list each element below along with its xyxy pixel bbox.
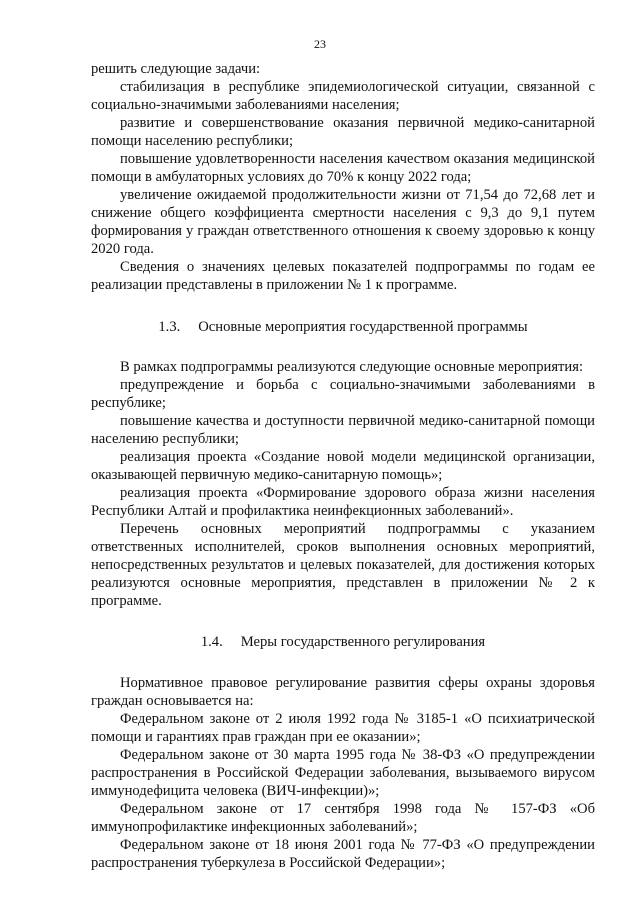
paragraph: Федеральном законе от 17 сентября 1998 года № 157-ФЗ «Об иммунопрофилактике инфекционных заболеваний»; [91, 801, 595, 835]
section-number: 1.3. [158, 319, 181, 335]
section-number: 1.4. [200, 634, 223, 650]
page-number: 23 [314, 37, 326, 51]
paragraph: Сведения о значениях целевых показателей подпрограммы по годам ее реализации представлены в приложении № 1 к программе. [91, 259, 595, 293]
paragraph: решить следующие задачи: [91, 61, 261, 77]
paragraph: Перечень основных мероприятий подпрограммы с указанием ответственных исполнителей, сроков выполнения основных мероприятий, непосредственных результатов и целевых показателей, для достижения которых реализуются основные мероприятия, представлен в приложении № 2 к программе. [91, 521, 595, 609]
paragraph: предупреждение и борьба с социально-значимыми заболеваниями в республике; [91, 377, 595, 411]
section-title: Основные мероприятия государственной программы [198, 319, 528, 335]
paragraph: Федеральном законе от 30 марта 1995 года № 38-ФЗ «О предупреждении распространения в Российской Федерации заболевания, вызываемого вирусом иммунодефицита человека (ВИЧ-инфекции)»; [91, 747, 595, 799]
paragraph: реализация проекта «Формирование здорового образа жизни населения Республики Алтай и профилактика неинфекционных заболеваний». [91, 485, 595, 519]
paragraph: увеличение ожидаемой продолжительности жизни от 71,54 до 72,68 лет и снижение общего коэффициента смертности населения с 9,3 до 9,1 путем формирования у граждан ответственного отношения к своему здоровью к концу 2020 года. [91, 187, 595, 257]
paragraph: развитие и совершенствование оказания первичной медико-санитарной помощи населению республики; [91, 115, 595, 149]
paragraph: Федеральном законе от 18 июня 2001 года № 77-ФЗ «О предупреждении распространения туберкулеза в Российской Федерации»; [91, 837, 595, 871]
paragraph: повышение качества и доступности первичной медико-санитарной помощи населению республики; [91, 413, 595, 447]
paragraph: Федеральном законе от 2 июля 1992 года № 3185-1 «О психиатрической помощи и гарантиях прав граждан при ее оказании»; [91, 711, 595, 745]
paragraph: Нормативное правовое регулирование развития сферы охраны здоровья граждан основывается на: [91, 675, 595, 709]
paragraph: стабилизация в республике эпидемиологической ситуации, связанной с социально-значимыми заболеваниями населения; [91, 79, 595, 113]
paragraph: реализация проекта «Создание новой модели медицинской организации, оказывающей первичную медико-санитарную помощь»; [91, 449, 595, 483]
document-body [91, 60, 595, 872]
section-title: Меры государственного регулирования [240, 634, 486, 650]
paragraph: повышение удовлетворенности населения качеством оказания медицинской помощи в амбулаторных условиях до 70% к концу 2022 года; [91, 151, 595, 185]
section-heading-1-3 [91, 318, 595, 336]
paragraph: В рамках подпрограммы реализуются следующие основные мероприятия: [120, 359, 584, 375]
section-heading-1-4 [91, 633, 595, 651]
